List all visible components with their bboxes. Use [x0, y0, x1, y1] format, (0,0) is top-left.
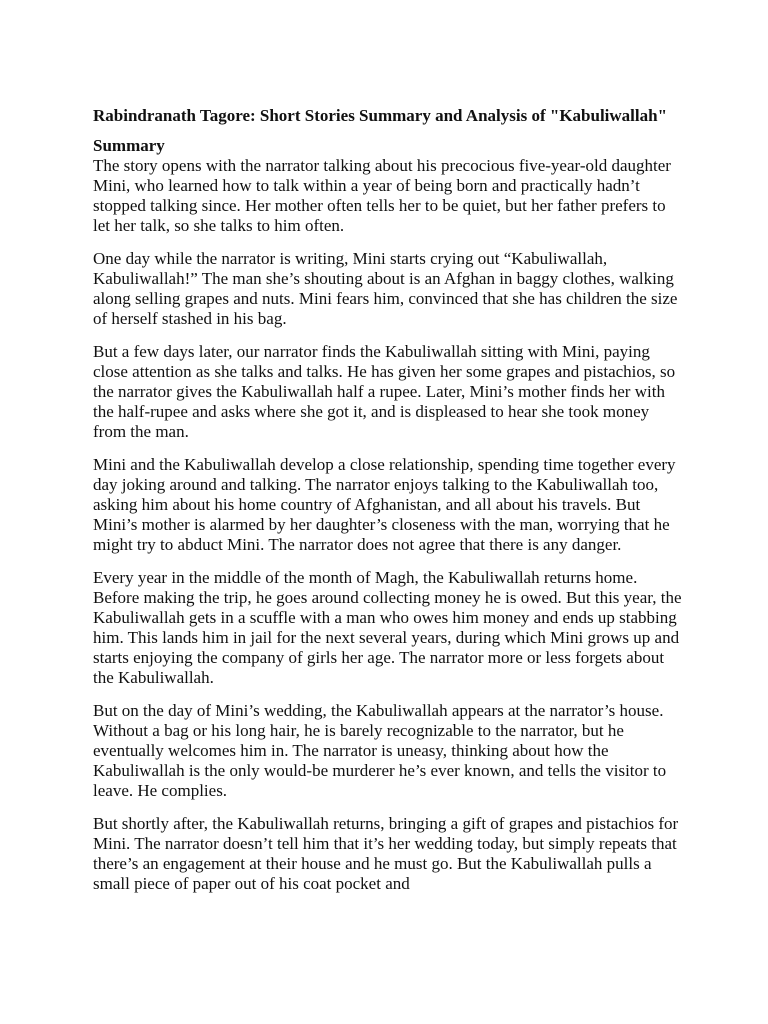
- document-page: [93, 106, 683, 907]
- paragraph-7: But shortly after, the Kabuliwallah returns, bringing a gift of grapes and pistachios for Mini. The narrator doesn’t tell him that it’s her wedding today, but simply repeats that there’s an engagement at their house and he must go. But the Kabuliwallah pulls a small piece of paper out of his coat pocket and: [93, 814, 679, 893]
- paragraph-4: Mini and the Kabuliwallah develop a close relationship, spending time together every day joking around and talking. The narrator enjoys talking to the Kabuliwallah too, asking him about his home country of Afghanistan, and all about his travels. But Mini’s mother is alarmed by her daughter’s closeness with the man, worrying that he might try to abduct Mini. The narrator does not agree that there is any danger.: [93, 455, 676, 554]
- section-heading-summary: Summary: [93, 136, 165, 155]
- paragraph-1: The story opens with the narrator talking about his precocious five-year-old daughter Mini, who learned how to talk within a year of being born and practically hadn’t stopped talking since. Her mother often tells her to be quiet, but her father prefers to let her talk, so she talks to him often.: [93, 156, 671, 235]
- paragraph-5: Every year in the middle of the month of Magh, the Kabuliwallah returns home. Before making the trip, he goes around collecting money he is owed. But this year, the Kabuliwallah gets in a scuffle with a man who owes him money and ends up stabbing him. This lands him in jail for the next several years, during which Mini grows up and starts enjoying the company of girls her age. The narrator more or less forgets about the Kabuliwallah.: [93, 568, 682, 687]
- document-title: Rabindranath Tagore: Short Stories Summary and Analysis of "Kabuliwallah": [93, 106, 668, 125]
- paragraph-3: But a few days later, our narrator finds the Kabuliwallah sitting with Mini, paying close attention as she talks and talks. He has given her some grapes and pistachios, so the narrator gives the Kabuliwallah half a rupee. Later, Mini’s mother finds her with the half-rupee and asks where she got it, and is displeased to hear she took money from the man.: [93, 342, 676, 441]
- paragraph-2: One day while the narrator is writing, Mini starts crying out “Kabuliwallah, Kabuliwallah!” The man she’s shouting about is an Afghan in baggy clothes, walking along selling grapes and nuts. Mini fears him, convinced that she has children the size of herself stashed in his bag.: [93, 249, 678, 328]
- paragraph-6: But on the day of Mini’s wedding, the Kabuliwallah appears at the narrator’s house. Without a bag or his long hair, he is barely recognizable to the narrator, but he eventually welcomes him in. The narrator is uneasy, thinking about how the Kabuliwallah is the only would-be murderer he’s ever known, and tells the visitor to leave. He complies.: [93, 701, 667, 800]
